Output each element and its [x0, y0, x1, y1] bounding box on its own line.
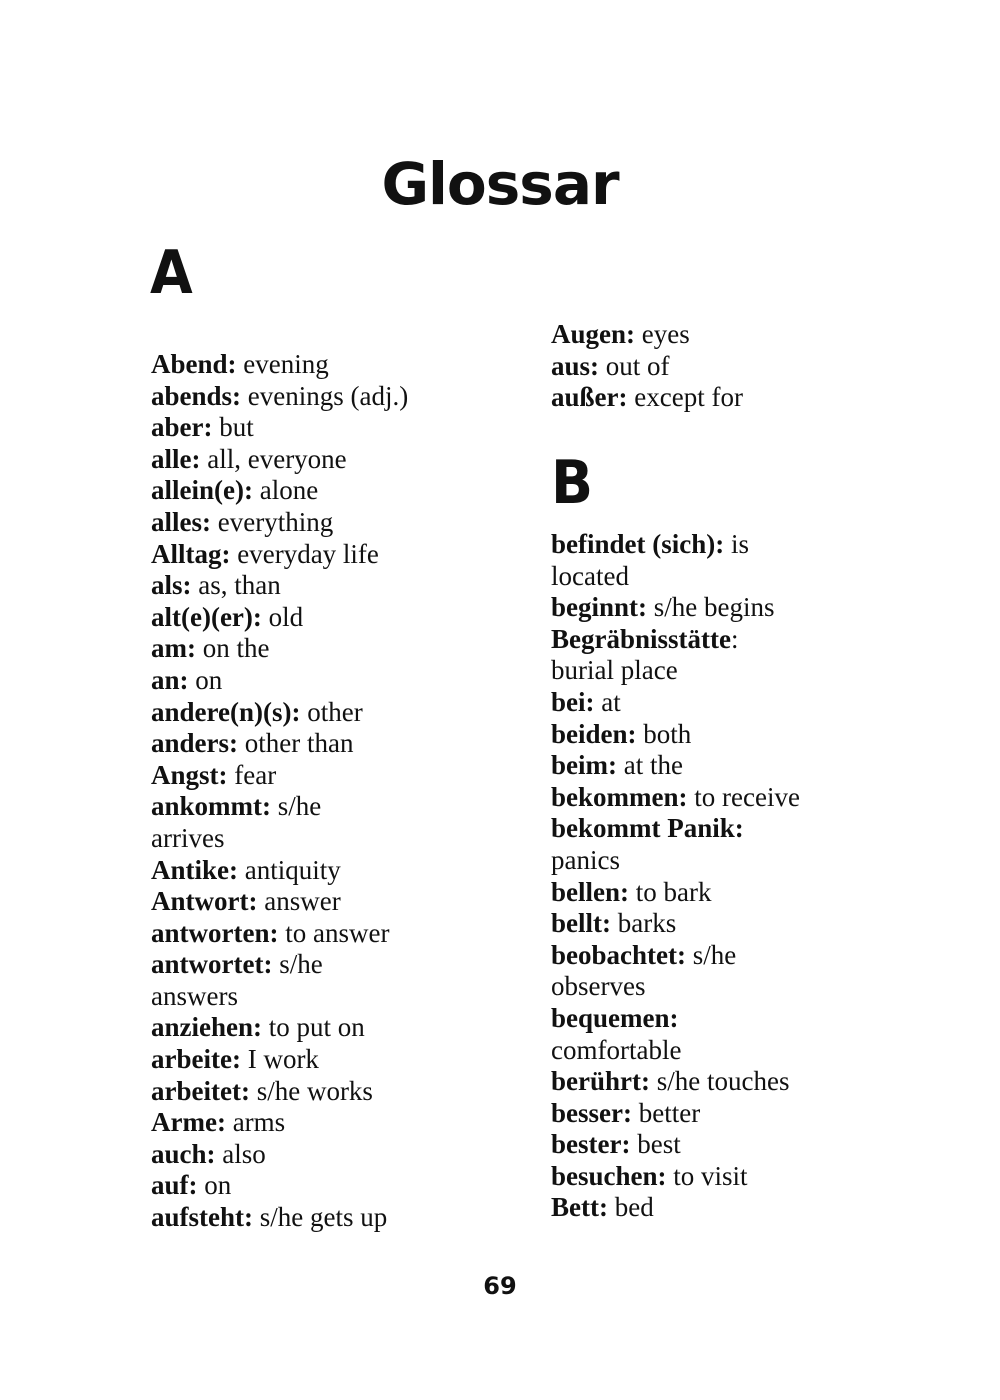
glossary-entry: [151, 1076, 408, 1108]
entry-definition: on: [188, 664, 223, 695]
glossary-entry: [551, 813, 800, 845]
glossary-entry: [551, 592, 800, 624]
entry-definition: s/he: [272, 949, 323, 980]
entry-definition-continued: comfortable: [551, 1034, 682, 1065]
entry-definition-continued: located: [551, 560, 629, 591]
entry-definition: evenings (adj.): [241, 380, 409, 411]
entry-term: Arme:: [151, 1107, 226, 1138]
glossary-entry: [151, 633, 408, 665]
entry-definition: also: [215, 1138, 266, 1169]
glossary-entry: [551, 782, 800, 814]
glossary-entry: [551, 529, 800, 561]
entry-definition: at: [594, 686, 621, 717]
glossary-entry: [151, 475, 408, 507]
entry-definition: old: [261, 601, 304, 632]
entry-term: aufsteht:: [151, 1202, 253, 1233]
entry-term: bester:: [551, 1129, 631, 1160]
entry-term: bequemen:: [551, 1002, 679, 1033]
entry-definition: on: [197, 1170, 232, 1201]
glossary-entry: [151, 665, 408, 697]
entry-term: Abend:: [151, 349, 237, 379]
entry-definition: on the: [195, 633, 270, 664]
glossary-entry: [151, 444, 408, 476]
entry-term: Antwort:: [151, 886, 258, 917]
glossary-entry: [551, 908, 800, 940]
entry-term: andere(n)(s):: [151, 696, 301, 727]
entry-term: alt(e)(er):: [151, 601, 262, 632]
entry-term: besuchen:: [551, 1160, 667, 1191]
entry-definition: to answer: [278, 917, 390, 948]
glossary-entry: [151, 1107, 408, 1139]
entry-term: abends:: [151, 380, 242, 411]
glossary-entry: [551, 877, 800, 909]
entry-term: außer:: [551, 382, 628, 413]
entry-definition: other: [300, 696, 363, 727]
entry-definition-continued: answers: [151, 980, 238, 1011]
glossary-entry: [151, 728, 408, 760]
entry-term: befindet (sich):: [551, 529, 725, 559]
glossary-entry: [551, 750, 800, 782]
glossary-entry: [151, 1044, 408, 1076]
entry-definition: barks: [611, 908, 677, 939]
entry-definition: I work: [240, 1044, 319, 1075]
entry-definition: eyes: [635, 319, 690, 349]
glossary-entry: [151, 697, 408, 729]
glossary-entry: [151, 886, 408, 918]
entry-term: bei:: [551, 686, 595, 717]
entry-definition: out of: [599, 350, 670, 381]
glossary-entry: [151, 570, 408, 602]
glossary-entry: [551, 1129, 800, 1161]
entry-term: anziehen:: [151, 1012, 262, 1043]
entry-term: Augen:: [551, 319, 636, 349]
entry-term: arbeite:: [151, 1044, 241, 1075]
entry-definition-continued: panics: [551, 844, 620, 875]
glossary-entry: [551, 687, 800, 719]
glossary-entry: [551, 719, 800, 751]
glossary-entry: [151, 507, 408, 539]
glossary-entry: [151, 1012, 408, 1044]
glossary-entry: [151, 539, 408, 571]
glossary-list-b: [551, 529, 800, 1224]
glossary-entry: [151, 760, 408, 792]
entry-definition: answer: [257, 886, 341, 917]
glossary-entry: [551, 1003, 800, 1035]
entry-definition: s/he: [271, 791, 322, 822]
entry-term: Angst:: [151, 759, 228, 790]
glossary-entry: [151, 412, 408, 444]
entry-definition: best: [630, 1129, 681, 1160]
glossary-entry: [151, 949, 408, 981]
entry-definition: to bark: [629, 876, 712, 907]
entry-term: anders:: [151, 728, 238, 759]
entry-term: als:: [151, 570, 192, 601]
entry-term: Bett:: [551, 1192, 608, 1223]
entry-definition: alone: [252, 475, 319, 506]
entry-term: Begräbnisstätte: [551, 623, 731, 654]
glossary-entry: [151, 1139, 408, 1171]
entry-term: allein(e):: [151, 475, 253, 506]
entry-term: beobachtet:: [551, 939, 686, 970]
entry-definition: s/he: [685, 939, 737, 970]
entry-term: besser:: [551, 1097, 632, 1128]
entry-term: aber:: [151, 412, 213, 443]
entry-term: Alltag:: [151, 538, 231, 569]
glossary-entry: [551, 1066, 800, 1098]
glossary-entry: [551, 319, 743, 351]
entry-term: am:: [151, 633, 196, 664]
glossary-entry: [551, 1161, 800, 1193]
entry-definition: better: [631, 1097, 701, 1128]
glossary-entry: [551, 624, 800, 656]
entry-term: aus:: [551, 350, 600, 381]
entry-definition: fear: [227, 759, 277, 790]
entry-definition: everyday life: [230, 538, 379, 569]
entry-term: beim:: [551, 750, 617, 781]
entry-definition: but: [212, 412, 254, 443]
page-number: 69: [483, 1272, 517, 1300]
glossary-entry: [151, 381, 408, 413]
entry-definition-continued: burial place: [551, 655, 678, 686]
glossary-entry: [151, 1202, 408, 1234]
entry-definition: evening: [236, 349, 329, 379]
entry-definition: other than: [238, 728, 354, 759]
glossary-entry: [151, 918, 408, 950]
entry-definition: except for: [627, 382, 743, 413]
glossary-entry: [551, 940, 800, 972]
glossary-entry: [551, 382, 743, 414]
entry-term: an:: [151, 664, 189, 695]
section-letter-b: B: [551, 448, 594, 518]
glossary-entry: [151, 855, 408, 887]
entry-definition-continued: observes: [551, 971, 646, 1002]
entry-term: beiden:: [551, 718, 637, 749]
entry-definition: all, everyone: [200, 443, 347, 474]
glossary-entry: [551, 1192, 800, 1224]
entry-definition: both: [636, 718, 692, 749]
entry-definition: s/he begins: [647, 592, 775, 623]
entry-term: bellt:: [551, 908, 611, 939]
entry-term: antwortet:: [151, 949, 273, 980]
entry-definition: everything: [211, 506, 334, 537]
entry-term: ankommt:: [151, 791, 271, 822]
glossary-list-a-continued: [551, 319, 743, 414]
section-letter-a: A: [150, 238, 193, 308]
entry-term: arbeitet:: [151, 1075, 250, 1106]
entry-definition: antiquity: [238, 854, 341, 885]
entry-term: auch:: [151, 1138, 216, 1169]
entry-definition: to visit: [666, 1160, 748, 1191]
entry-term: auf:: [151, 1170, 198, 1201]
entry-term: alles:: [151, 506, 211, 537]
entry-definition-continued: arrives: [151, 822, 225, 853]
entry-definition: s/he touches: [649, 1066, 790, 1097]
glossary-entry: [151, 349, 408, 381]
glossary-entry: [151, 791, 408, 823]
entry-definition: bed: [607, 1192, 654, 1223]
entry-definition: arms: [225, 1107, 286, 1138]
entry-term: bekommt Panik:: [551, 813, 744, 844]
entry-definition: to put on: [262, 1012, 365, 1043]
glossary-entry: [551, 1098, 800, 1130]
glossary-list-a: [151, 349, 408, 1234]
entry-term: antworten:: [151, 917, 279, 948]
entry-term: alle:: [151, 443, 201, 474]
glossary-entry: [151, 1170, 408, 1202]
entry-term: berührt:: [551, 1066, 650, 1097]
entry-definition: s/he gets up: [253, 1202, 388, 1233]
entry-definition: as, than: [191, 570, 281, 601]
glossary-entry: [151, 602, 408, 634]
page-title: Glossar: [381, 150, 619, 218]
entry-definition: at the: [616, 750, 683, 781]
entry-term: bellen:: [551, 876, 629, 907]
entry-definition: s/he works: [249, 1075, 373, 1106]
entry-definition: :: [730, 623, 739, 654]
entry-definition: to receive: [687, 781, 800, 812]
entry-term: Antike:: [151, 854, 238, 885]
entry-term: beginnt:: [551, 592, 648, 623]
entry-definition: is: [724, 529, 749, 559]
glossary-entry: [551, 351, 743, 383]
entry-term: bekommen:: [551, 781, 688, 812]
